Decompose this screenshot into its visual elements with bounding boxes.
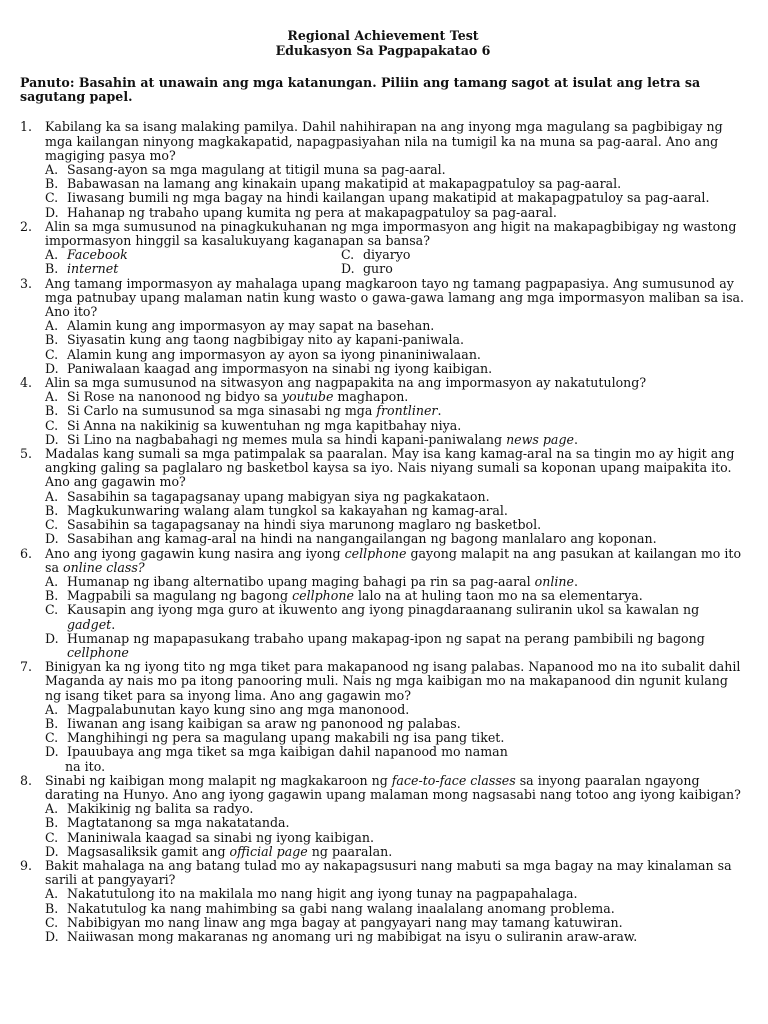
option-text [67, 886, 578, 901]
option-letter: B. [45, 815, 59, 831]
answer-options [45, 887, 746, 944]
question-item [20, 376, 746, 447]
option-letter: A. [45, 162, 59, 178]
question-list [20, 120, 746, 944]
text-segment: lalo na at huling taon mo na sa elementarya. [353, 588, 643, 604]
text-segment: Manghihingi ng pera sa magulang upang makabili ng isa pang tiket. [67, 730, 505, 746]
answer-options [45, 248, 746, 276]
option-text [67, 702, 409, 717]
text-segment: Sasabihin sa tagapagsanay upang mabigyan siya ng pagkakataon. [67, 488, 490, 504]
question-number: 3. [20, 275, 33, 291]
italic-term: online class? [62, 559, 145, 575]
text-segment: Humanap ng ibang alternatibo upang maging bahagi pa rin sa pag-aaral [67, 573, 535, 589]
option-text [67, 503, 508, 518]
option-letter: C. [45, 190, 59, 206]
italic-term: frontliner [376, 403, 438, 419]
answer-option [45, 632, 746, 660]
answer-option [341, 248, 746, 262]
text-segment: Makikinig ng balita sa radyo. [67, 801, 254, 817]
answer-option [45, 333, 746, 347]
answer-option [45, 319, 746, 333]
option-letter: B. [45, 588, 59, 604]
answer-option [45, 845, 746, 859]
text-segment: Magpalabunutan kayo kung sino ang mga manonood. [67, 701, 410, 717]
option-letter: B. [45, 900, 59, 916]
question-number: 8. [20, 772, 33, 788]
option-text [67, 830, 374, 845]
text-segment: Magsasaliksik gamit ang [67, 843, 230, 859]
question-number: 4. [20, 375, 33, 391]
text-segment: Alamin kung ang impormasyon ay may sapat na basehan. [67, 318, 435, 334]
text-segment: Kabilang ka sa isang malaking pamilya. Dahil nahihirapan na ang inyong mga magulang sa pagbibigay ng mga kailangan ninyong magkakapatid, napagpasiyahan nila na tumigil ka na muna sa pag-aaral. Ano ang magiging pasya mo? [45, 119, 723, 163]
text-segment: guro [363, 261, 393, 277]
question-stem [45, 547, 746, 575]
option-letter: D. [45, 630, 59, 646]
option-text [67, 176, 621, 191]
option-letter: D. [45, 928, 59, 944]
text-segment: Sasabihin sa tagapagsanay na hindi siya marunong maglaro ng basketbol. [67, 517, 542, 533]
question-number: 6. [20, 545, 33, 561]
text-segment: Iiwanan ang isang kaibigan sa araw ng panonood ng palabas. [67, 715, 461, 731]
text-segment: Alamin kung ang impormasyon ay ayon sa iyong pinaniniwalaan. [67, 346, 481, 362]
option-text [67, 631, 705, 660]
answer-options [45, 703, 746, 760]
question-number: 1. [20, 119, 33, 135]
option-text [67, 261, 118, 276]
option-text [67, 190, 709, 205]
text-segment: Ipauubaya ang mga tiket sa mga kaibigan dahil napanood mo naman [67, 744, 508, 760]
answer-option [45, 831, 746, 845]
answer-option [45, 532, 746, 546]
option-letter: D. [45, 744, 59, 760]
option-letter: A. [45, 247, 59, 263]
question-item [20, 447, 746, 546]
text-segment: Binigyan ka ng iyong tito ng mga tiket para makapanood ng isang palabas. Napanood mo na ito subalit dahil Maganda ay nais mo pa itong panooring muli. Nais ng mga kaibigan mo na makapanood din ngunit kulang ng isang tiket para sa inyong lima. Ano ang gagawin mo? [45, 659, 741, 703]
question-item [20, 774, 746, 859]
italic-term: face-to-face classes [391, 772, 516, 788]
option-letter: C. [45, 602, 59, 618]
text-segment: Babawasan na lamang ang kinakain upang makatipid at makapagpatuloy sa pag-aaral. [67, 176, 622, 192]
exam-title: Regional Achievement Test [287, 28, 479, 43]
answer-option [45, 163, 746, 177]
text-segment: Si Lino na nagbabahagi ng memes mula sa hindi kapani-paniwalang [67, 431, 507, 447]
text-segment: gayong malapit na ang pasukan at kailangan mo ito sa [45, 545, 742, 575]
text-segment: Humanap ng mapapasukang trabaho upang makapag-ipon ng sapat na perang pambibili ng bagong [67, 630, 705, 646]
text-segment: sa inyong paaralan ngayong darating na Hunyo. Ano ang iyong gagawin upang malaman mong nagsasabi nang totoo ang iyong kaibigan? [45, 772, 741, 802]
option-letter: A. [45, 573, 59, 589]
option-letter: C. [45, 517, 59, 533]
option-text [67, 801, 253, 816]
option-letter: B. [45, 176, 59, 192]
italic-term: cellphone [292, 588, 354, 604]
option-text [67, 205, 557, 220]
text-segment: Si Anna na nakikinig sa kuwentuhan ng mga kapitbahay niya. [67, 417, 462, 433]
answer-options [45, 575, 746, 660]
option-text [67, 915, 623, 930]
question-item [20, 120, 746, 219]
question-stem [45, 277, 746, 320]
italic-term: youtube [281, 389, 334, 405]
option-text [67, 361, 492, 376]
question-item [20, 220, 746, 277]
question-number: 7. [20, 659, 33, 675]
question-item [20, 277, 746, 376]
option-text [67, 730, 504, 745]
option-letter: B. [45, 332, 59, 348]
text-segment: Sasabihan ang kamag-aral na hindi na nangangailangan ng bagong manlalaro ang koponan. [67, 531, 657, 547]
option-text [67, 574, 578, 589]
question-number: 2. [20, 218, 33, 234]
option-letter: D. [45, 531, 59, 547]
option-text [67, 815, 290, 830]
option-text [67, 432, 578, 447]
option-letter: B. [45, 502, 59, 518]
answer-options [45, 390, 746, 447]
option-text [67, 844, 392, 859]
answer-option [45, 916, 746, 930]
option-text [67, 318, 434, 333]
text-segment: Naiiwasan mong makaranas ng anomang uri ng mabibigat na isyu o suliranin araw-araw. [67, 928, 638, 944]
option-letter: C. [45, 417, 59, 433]
option-letter: C. [45, 346, 59, 362]
option-text [363, 261, 393, 276]
italic-term: news page [506, 431, 574, 447]
italic-term: internet [67, 261, 119, 277]
text-segment: Magkukunwaring walang alam tungkol sa kakayahan ng kamag-aral. [67, 502, 508, 518]
text-segment: ng paaralan. [307, 843, 393, 859]
option-letter: A. [45, 701, 59, 717]
question-item [20, 547, 746, 661]
text-segment: Madalas kang sumali sa mga patimpalak sa paaralan. May isa kang kamag-aral na sa tingin mo ay higit ang angking galing sa paglalaro ng basketbol kaysa sa iyo. Nais niyang sumali sa koponan upang maipakita ito. Ano ang gagawin mo? [45, 446, 735, 490]
text-segment: Alin sa mga sumusunod na sitwasyon ang nagpapakita na ang impormasyon ay nakatutulong? [45, 375, 647, 391]
option-letter: D. [45, 204, 59, 220]
option-text [67, 744, 508, 759]
text-segment: . [111, 616, 116, 632]
answer-option [341, 262, 746, 276]
text-segment: Magpabili sa magulang ng bagong [67, 588, 293, 604]
exam-subtitle: Edukasyon Sa Pagpapakatao 6 [275, 43, 491, 58]
answer-option [45, 717, 746, 731]
text-segment: Kausapin ang iyong mga guro at ikuwento ang iyong pinagdaraanang suliranin ukol sa kawalan ng [67, 602, 700, 618]
option-letter: A. [45, 886, 59, 902]
answer-options [45, 163, 746, 220]
answer-option [45, 362, 746, 376]
question-item [20, 859, 746, 944]
answer-options [45, 802, 746, 859]
text-segment: Hahanap ng trabaho upang kumita ng pera at makapagpatuloy sa pag-aaral. [67, 204, 557, 220]
text-segment: Iiwasang bumili ng mga bagay na hindi kailangan upang makatipid at makapagpatuloy sa pag-aaral. [67, 190, 710, 206]
answer-option [45, 930, 746, 944]
option-text [67, 929, 637, 944]
option-text [67, 531, 657, 546]
text-segment: Sinabi ng kaibigan mong malapit ng magkakaroon ng [45, 772, 392, 788]
option-text [67, 162, 446, 177]
answer-option [45, 802, 746, 816]
option-text [67, 403, 441, 418]
question-stem [45, 120, 746, 163]
option-letter: B. [45, 403, 59, 419]
option-text [67, 602, 699, 631]
option-text [67, 901, 615, 916]
text-segment: Nakatutulog ka nang mahimbing sa gabi nang walang inaalalang anomang problema. [67, 900, 615, 916]
option-letter: A. [45, 389, 59, 405]
option-text [363, 247, 410, 262]
question-number: 5. [20, 446, 33, 462]
answer-option [45, 603, 746, 631]
question-stem [45, 774, 746, 802]
italic-term: cellphone [67, 644, 129, 660]
text-segment: Alin sa mga sumusunod na pinagkukuhanan ng mga impormasyon ang higit na makapagbibigay ng wastong impormasyon hinggil sa kasalukuyang kaganapan sa bansa? [45, 218, 737, 249]
answer-option [45, 902, 746, 916]
option-text [67, 332, 464, 347]
text-segment: . [437, 403, 442, 419]
option-text [67, 247, 128, 262]
answer-option [45, 745, 746, 759]
question-stem [45, 220, 746, 248]
answer-option [45, 206, 746, 220]
answer-option [45, 589, 746, 603]
option-continuation: na ito. [65, 758, 106, 774]
question-stem [45, 376, 746, 390]
answer-option [45, 248, 341, 262]
option-text [67, 418, 461, 433]
option-text [67, 716, 461, 731]
question-stem [45, 660, 746, 703]
option-letter: D. [45, 360, 59, 376]
option-letter: D. [45, 843, 59, 859]
option-letter: D. [341, 261, 355, 277]
answer-option [45, 177, 746, 191]
text-segment: Sasang-ayon sa mga magulang at titigil muna sa pag-aaral. [67, 162, 446, 178]
italic-term: cellphone [344, 545, 407, 561]
italic-term: Facebook [67, 247, 128, 263]
answer-option [45, 504, 746, 518]
italic-term: online [534, 573, 574, 589]
question-item [20, 660, 746, 774]
text-segment: Si Rose na nanonood ng bidyo sa [67, 389, 282, 405]
answer-option [45, 703, 746, 717]
italic-term: gadget [67, 616, 112, 632]
italic-term: official page [229, 843, 308, 859]
text-segment: . [573, 573, 578, 589]
text-segment: diyaryo [363, 247, 411, 263]
answer-option [45, 433, 746, 447]
option-letter: C. [45, 730, 59, 746]
text-segment: Maniniwala kaagad sa sinabi ng iyong kaibigan. [67, 829, 374, 845]
option-text [67, 389, 408, 404]
text-segment: Paniwalaan kaagad ang impormasyon na sinabi ng iyong kaibigan. [67, 360, 493, 376]
answer-option [45, 419, 746, 433]
text-segment: maghapon. [333, 389, 409, 405]
option-letter: C. [45, 914, 59, 930]
text-segment: Nakatutulong ito na makilala mo nang higit ang iyong tunay na pagpapahalaga. [67, 886, 578, 902]
text-segment: Magtatanong sa mga nakatatanda. [67, 815, 290, 831]
option-text [67, 588, 643, 603]
answer-option [45, 404, 746, 418]
text-segment: Ano ang iyong gagawin kung nasira ang iyong [45, 545, 345, 561]
answer-options [45, 319, 746, 376]
question-stem [45, 447, 746, 490]
option-letter: B. [45, 715, 59, 731]
answer-option [45, 262, 341, 276]
instructions: Panuto: Basahin at unawain ang mga katanungan. Piliin ang tamang sagot at isulat ang letra sa sagutang papel. [20, 75, 701, 105]
question-stem [45, 859, 746, 887]
option-letter: A. [45, 488, 59, 504]
answer-option [45, 191, 746, 205]
answer-option [45, 731, 746, 745]
answer-option [45, 348, 746, 362]
answer-option [45, 390, 746, 404]
answer-option [45, 816, 746, 830]
question-number: 9. [20, 857, 33, 873]
text-segment: Siyasatin kung ang taong nagbibigay nito ay kapani-paniwala. [67, 332, 464, 348]
text-segment: Nabibigyan mo nang linaw ang mga bagay at pangyayari nang may tamang katuwiran. [67, 914, 623, 930]
option-letter: A. [45, 801, 59, 817]
option-letter: A. [45, 318, 59, 334]
text-segment: Si Carlo na sumusunod sa mga sinasabi ng mga [67, 403, 377, 419]
answer-option [45, 887, 746, 901]
answer-option [45, 518, 746, 532]
option-letter: C. [341, 247, 355, 263]
option-text [67, 489, 490, 504]
answer-options [45, 490, 746, 547]
text-segment: Bakit mahalaga na ang batang tulad mo ay nakapagsusuri nang mabuti sa mga bagay na may kinalaman sa sarili at pangyayari? [45, 857, 732, 888]
text-segment: . [573, 431, 578, 447]
answer-option [45, 575, 746, 589]
option-text [67, 347, 481, 362]
option-letter: B. [45, 261, 59, 277]
option-letter: D. [45, 431, 59, 447]
answer-option [45, 490, 746, 504]
option-letter: C. [45, 829, 59, 845]
option-text [67, 517, 541, 532]
text-segment: Ang tamang impormasyon ay mahalaga upang magkaroon tayo ng tamang pagpapasiya. Ang sumusunod ay mga patnubay upang malaman natin kung wasto o gawa-gawa lamang ang mga impormasyon maliban sa isa. Ano ito? [45, 275, 745, 320]
